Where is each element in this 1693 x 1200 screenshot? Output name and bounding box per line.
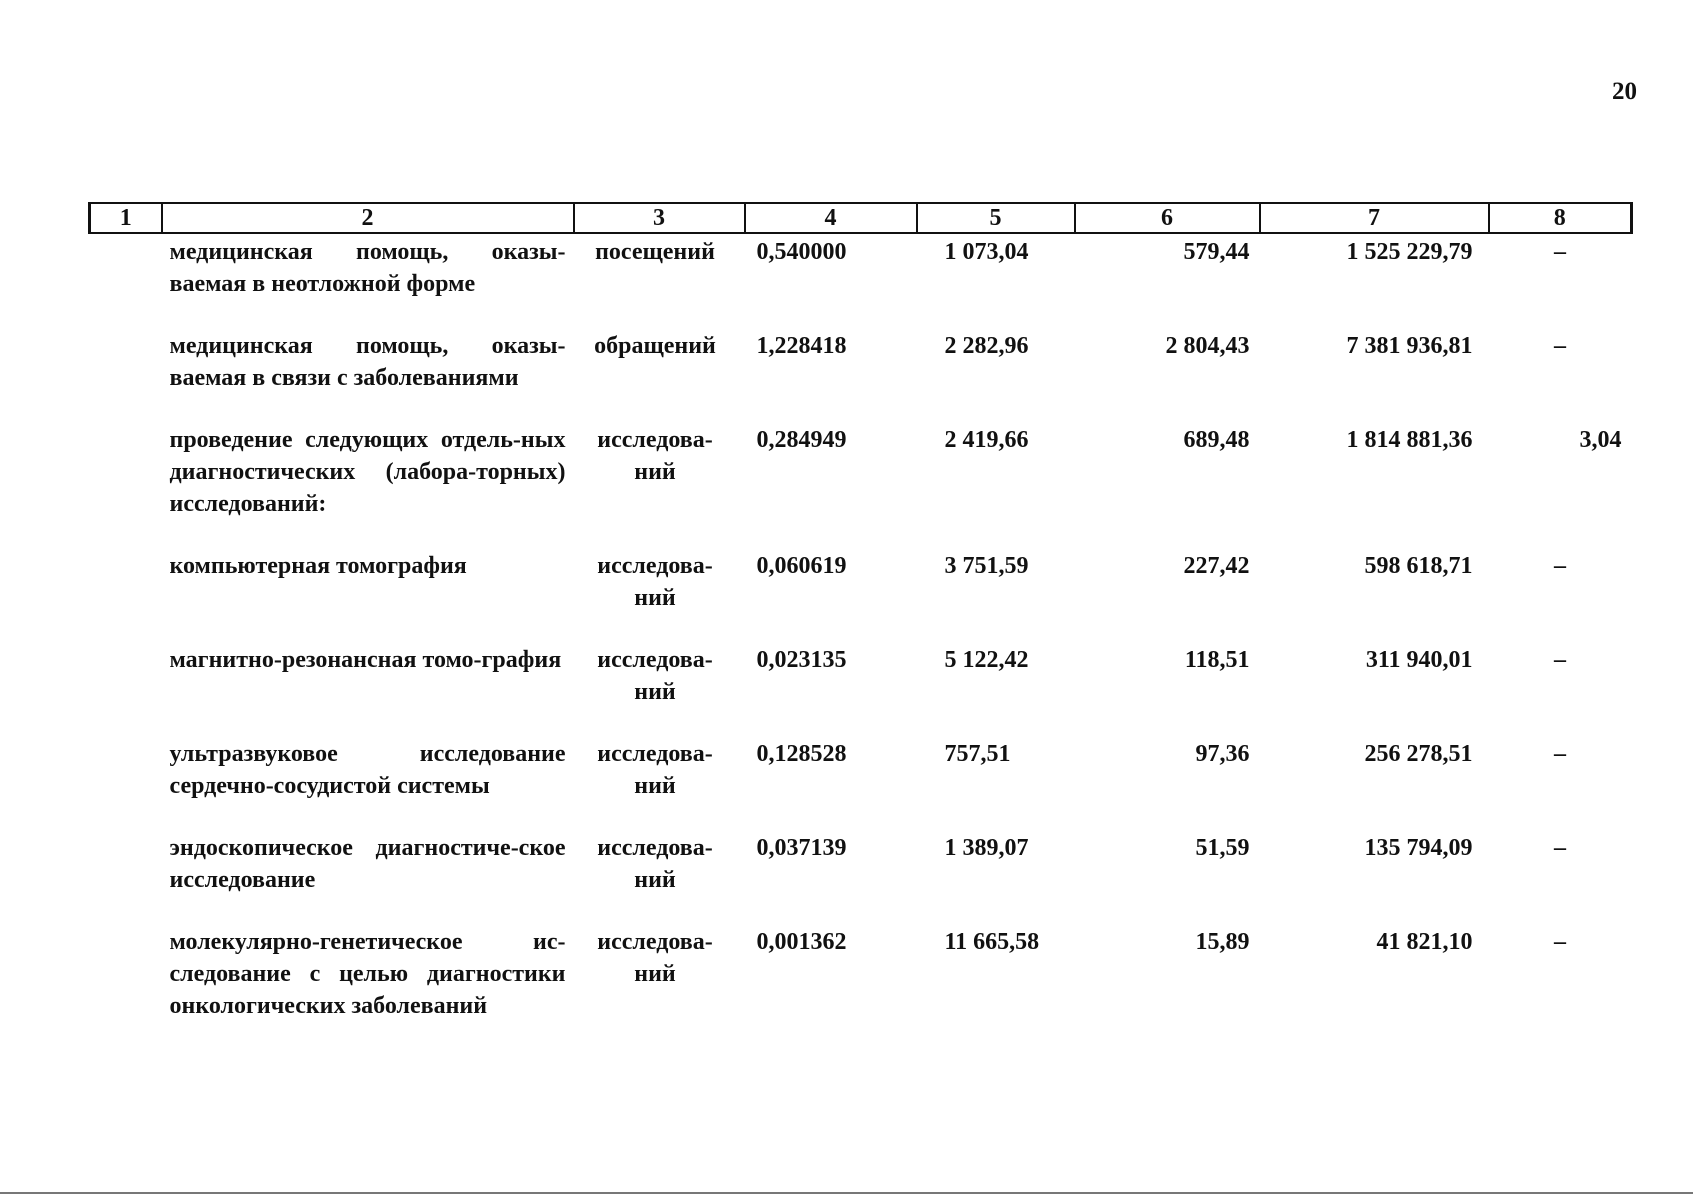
row-number-cell [90,926,162,1052]
column-number-4: 4 [745,203,917,233]
value-col4: 0,540000 [756,239,847,265]
table-row [90,424,1632,550]
row-number-cell [90,330,162,424]
unit-cell: исследова-ний [597,553,713,611]
value-col6: 51,59 [1195,835,1250,861]
table-row [90,550,1632,644]
value-col4: 0,023135 [756,647,847,673]
value-col8: – [1554,929,1566,955]
value-col8: – [1554,553,1566,579]
table-row [90,832,1632,926]
service-name: проведение следующих отдель-ных диагностических (лабора-торных) исследований: [169,427,566,517]
service-name: молекулярно-генетическое ис-следование с целью диагностики онкологических заболеваний [169,929,566,1019]
value-col7: 135 794,09 [1364,835,1473,861]
value-col8: 3,04 [1579,427,1622,453]
value-col7: 311 940,01 [1365,647,1473,673]
value-col7: 256 278,51 [1364,741,1473,767]
scan-bottom-edge [0,1192,1693,1194]
table-row [90,738,1632,832]
column-number-3: 3 [574,203,745,233]
page-number: 20 [1612,78,1637,105]
value-col8: – [1554,835,1566,861]
unit-cell: посещений [595,239,715,265]
row-number-cell [90,738,162,832]
value-col6: 579,44 [1183,239,1250,265]
table-row [90,233,1632,330]
value-col6: 227,42 [1183,553,1250,579]
value-col5: 1 073,04 [944,239,1029,265]
unit-cell: исследова-ний [597,427,713,485]
value-col5: 757,51 [944,741,1011,767]
row-number-cell [90,550,162,644]
value-col8: – [1554,741,1566,767]
service-name: эндоскопическое диагностиче-ское исследование [169,835,566,893]
table-row [90,926,1632,1052]
row-number-cell [90,424,162,550]
value-col8: – [1554,647,1566,673]
column-number-8: 8 [1489,203,1632,233]
value-col5: 1 389,07 [944,835,1029,861]
data-table [88,202,1633,1052]
unit-cell: исследова-ний [597,835,713,893]
unit-cell: исследова-ний [597,741,713,799]
value-col4: 0,037139 [756,835,847,861]
value-col7: 41 821,10 [1376,929,1473,955]
unit-cell: исследова-ний [597,929,713,987]
column-number-1: 1 [90,203,162,233]
value-col7: 1 814 881,36 [1346,427,1473,453]
value-col5: 5 122,42 [944,647,1029,673]
unit-cell: обращений [594,333,716,359]
value-col5: 11 665,58 [944,929,1040,955]
row-number-cell [90,233,162,330]
unit-cell: исследова-ний [597,647,713,705]
value-col5: 3 751,59 [944,553,1029,579]
value-col4: 0,001362 [756,929,847,955]
service-name: медицинская помощь, оказы-ваемая в связи с заболеваниями [169,333,566,391]
value-col6: 689,48 [1183,427,1250,453]
table-row [90,644,1632,738]
column-number-6: 6 [1075,203,1260,233]
value-col4: 0,060619 [756,553,847,579]
value-col4: 0,128528 [756,741,847,767]
column-number-5: 5 [917,203,1075,233]
value-col6: 15,89 [1195,929,1250,955]
value-col7: 7 381 936,81 [1346,333,1473,359]
value-col6: 118,51 [1184,647,1250,673]
table-row [90,330,1632,424]
value-col7: 598 618,71 [1364,553,1473,579]
value-col8: – [1554,239,1566,265]
value-col6: 97,36 [1195,741,1250,767]
value-col6: 2 804,43 [1165,333,1250,359]
row-number-cell [90,832,162,926]
value-col8: – [1554,333,1566,359]
row-number-cell [90,644,162,738]
column-number-2: 2 [162,203,574,233]
value-col4: 0,284949 [756,427,847,453]
value-col4: 1,228418 [756,333,847,359]
value-col5: 2 419,66 [944,427,1029,453]
service-name: компьютерная томография [169,553,467,579]
value-col7: 1 525 229,79 [1346,239,1473,265]
column-number-7: 7 [1260,203,1489,233]
service-name: магнитно-резонансная томо-графия [169,647,562,673]
value-col5: 2 282,96 [944,333,1029,359]
column-number-header [90,203,1632,233]
service-name: ультразвуковое исследование сердечно-сосудистой системы [169,741,566,799]
service-name: медицинская помощь, оказы-ваемая в неотложной форме [169,239,566,297]
